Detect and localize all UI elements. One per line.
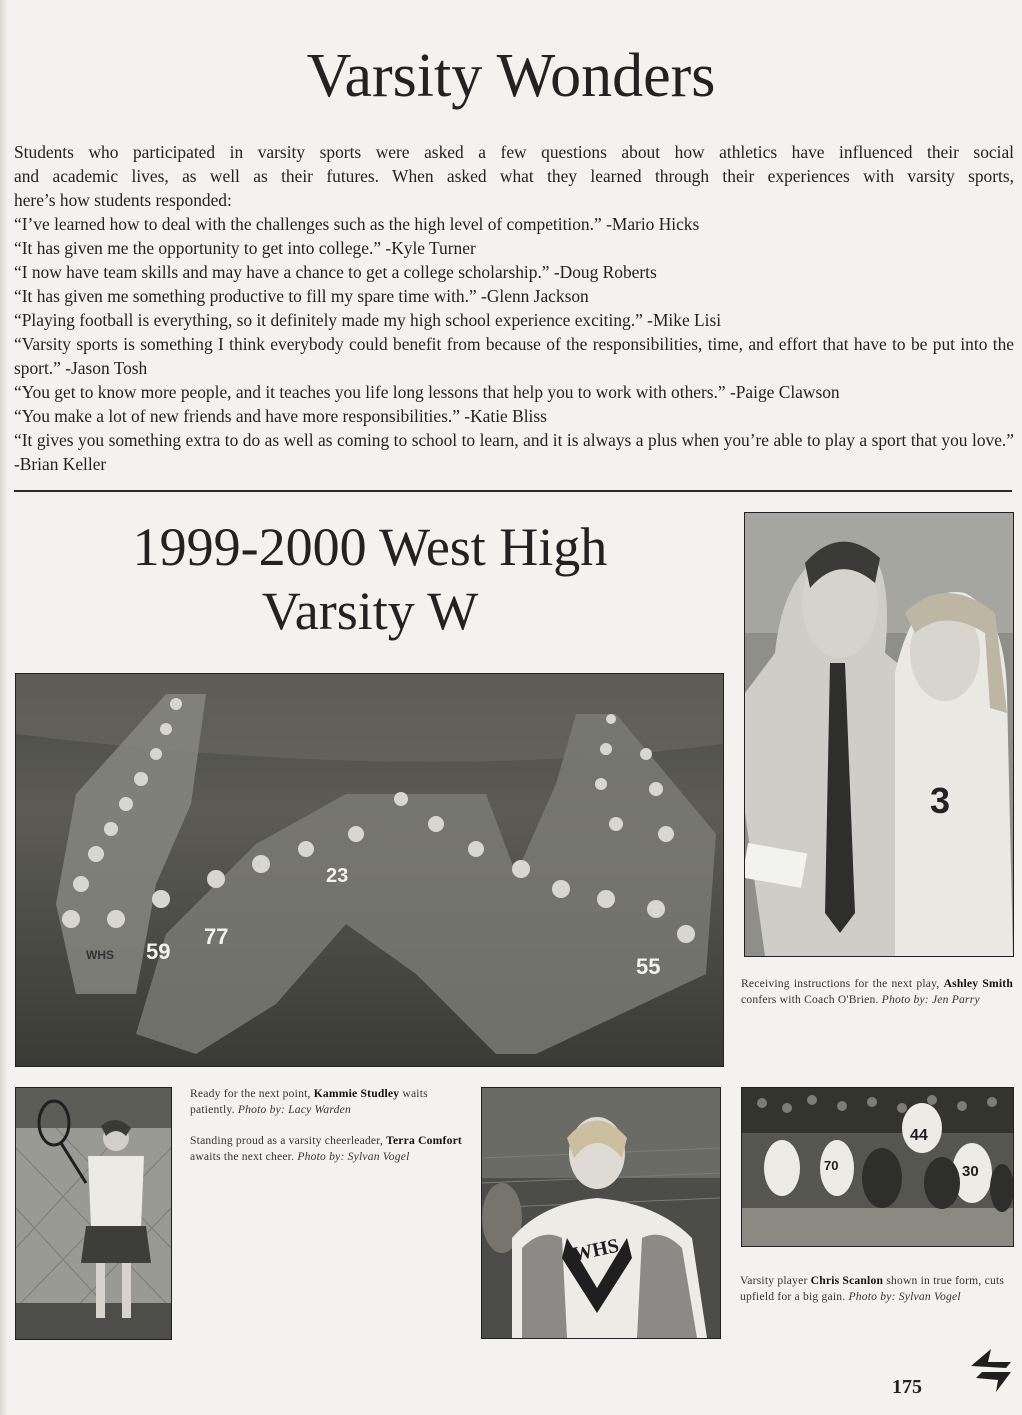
caption-text: confers with Coach O'Brien. bbox=[741, 992, 879, 1006]
football-photo-caption bbox=[740, 1273, 1012, 1304]
section-heading-line-1: 1999-2000 West High bbox=[132, 517, 608, 577]
quote bbox=[14, 308, 1014, 332]
jersey-number-55: 55 bbox=[636, 954, 661, 979]
caption-text: awaits the next cheer. bbox=[190, 1149, 295, 1163]
caption-name: Chris Scanlon bbox=[810, 1274, 884, 1287]
quote-author: -Katie Bliss bbox=[464, 406, 547, 426]
tennis-and-cheer-captions bbox=[190, 1086, 464, 1180]
cheer-photo-caption bbox=[190, 1133, 464, 1164]
cheer-uniform-whs: WHS bbox=[570, 1234, 621, 1266]
group-photo-varsity-w bbox=[15, 673, 724, 1067]
section-heading bbox=[20, 515, 720, 643]
quote-text: “You make a lot of new friends and have more responsibilities.” bbox=[14, 406, 460, 426]
quote bbox=[14, 380, 1014, 404]
quote-text: “It gives you something extra to do as well as coming to school to learn, and it is always a plus when you’re able to play a sport that you love.” bbox=[14, 430, 1014, 450]
quote-author: -Mario Hicks bbox=[606, 214, 700, 234]
caption-text: Receiving instructions for the next play, bbox=[741, 977, 940, 990]
quote-author: -Paige Clawson bbox=[729, 382, 840, 402]
intro-lead-line-2: and academic lives, as well as their futures. When asked what they learned through their experiences with varsity sports, bbox=[14, 166, 1014, 186]
quote bbox=[14, 428, 1014, 476]
caption-text: Varsity player bbox=[740, 1274, 808, 1287]
quote-author: -Doug Roberts bbox=[553, 262, 657, 282]
shirt-whs-logo: WHS bbox=[86, 948, 114, 962]
quote-author: -Mike Lisi bbox=[647, 310, 722, 330]
caption-text: shown in true form, cuts upfield for a big gain. bbox=[740, 1274, 1005, 1303]
jersey-number-70: 70 bbox=[824, 1158, 839, 1173]
tennis-player-photo bbox=[15, 1087, 172, 1340]
caption-name: Kammie Studley bbox=[313, 1087, 400, 1100]
quote bbox=[14, 212, 1014, 236]
quote bbox=[14, 284, 1014, 308]
quote-text: “Varsity sports is something I think everybody could benefit from because of the responsibilities, time, and effort that have to be put into the sport.” bbox=[14, 334, 1014, 378]
corner-arrow-icon bbox=[966, 1344, 1016, 1394]
quote-author: -Brian Keller bbox=[14, 454, 107, 474]
quote-text: “You get to know more people, and it teaches you life long lessons that help you to work with others.” bbox=[14, 382, 726, 402]
quote-text: “It has given me something productive to fill my spare time with.” bbox=[14, 286, 477, 306]
coach-player-photo bbox=[744, 512, 1014, 957]
quote-text: “I’ve learned how to deal with the challenges such as the high level of competition.” bbox=[14, 214, 602, 234]
caption-name: Ashley Smith bbox=[943, 977, 1013, 990]
section-divider bbox=[14, 490, 1012, 492]
photo-credit: Photo by: Jen Parry bbox=[881, 992, 980, 1006]
jersey-number-30: 30 bbox=[962, 1163, 979, 1180]
coach-photo-caption bbox=[741, 976, 1013, 1007]
quote bbox=[14, 404, 1014, 428]
intro-lead-line-3: here’s how students responded: bbox=[14, 190, 232, 210]
football-game-photo bbox=[741, 1087, 1014, 1247]
photo-credit: Photo by: Sylvan Vogel bbox=[848, 1289, 961, 1303]
intro-lead-line-1: Students who participated in varsity sports were asked a few questions about how athletics have influenced their social bbox=[14, 142, 1014, 162]
caption-text: Ready for the next point, bbox=[190, 1087, 311, 1100]
quote-author: -Glenn Jackson bbox=[481, 286, 589, 306]
caption-name: Terra Comfort bbox=[386, 1134, 462, 1147]
quote-author: -Kyle Turner bbox=[385, 238, 476, 258]
cheerleader-photo bbox=[481, 1087, 721, 1339]
photo-credit: Photo by: Sylvan Vogel bbox=[297, 1149, 410, 1163]
caption-text: Standing proud as a varsity cheerleader, bbox=[190, 1134, 383, 1147]
quote-text: “I now have team skills and may have a chance to get a college scholarship.” bbox=[14, 262, 550, 282]
quote-text: “It has given me the opportunity to get into college.” bbox=[14, 238, 382, 258]
jersey-number-23: 23 bbox=[326, 865, 349, 887]
jersey-number-77: 77 bbox=[204, 924, 229, 949]
quote bbox=[14, 332, 1014, 380]
jersey-number-59: 59 bbox=[146, 939, 171, 964]
section-heading-line-2: Varsity W bbox=[261, 581, 479, 641]
quote-text: “Playing football is everything, so it definitely made my high school experience exciting.” bbox=[14, 310, 643, 330]
quote bbox=[14, 236, 1014, 260]
quote bbox=[14, 260, 1014, 284]
quote-author: -Jason Tosh bbox=[65, 358, 148, 378]
page-title: Varsity Wonders bbox=[306, 42, 716, 110]
caption-text: waits patiently. bbox=[190, 1087, 428, 1116]
jersey-number-44: 44 bbox=[910, 1127, 928, 1144]
page-binding-shadow bbox=[0, 0, 8, 1415]
tennis-photo-caption bbox=[190, 1086, 464, 1117]
photo-credit: Photo by: Lacy Warden bbox=[237, 1102, 351, 1116]
intro-text bbox=[14, 140, 1014, 476]
page-number: 175 bbox=[892, 1376, 922, 1398]
jersey-number-3: 3 bbox=[930, 780, 951, 821]
